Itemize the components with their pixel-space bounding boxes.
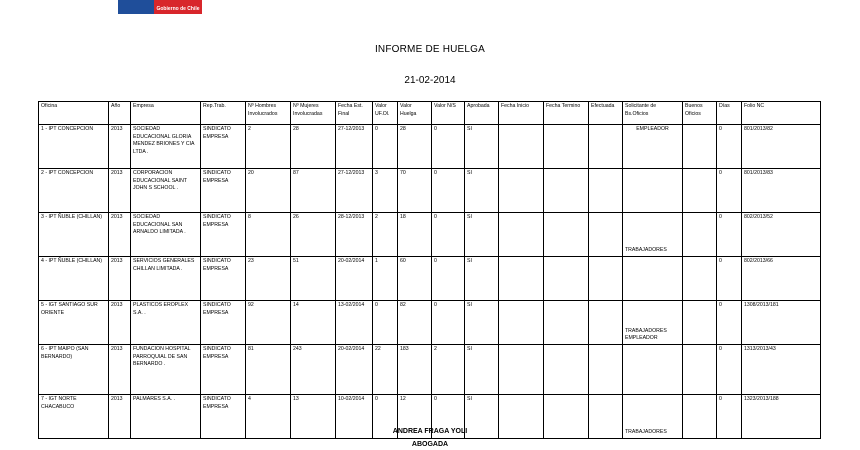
col-header-rep-trab: Rep.Trab. bbox=[201, 102, 246, 125]
logo-red-block bbox=[154, 0, 202, 14]
cell-efectuada bbox=[589, 213, 623, 257]
cell-fecha-final: 10-02/2014 bbox=[336, 395, 373, 439]
cell-fecha-inicio bbox=[499, 257, 544, 301]
cell-valor-ns: 0 bbox=[432, 169, 465, 213]
col-header-solicitante: Solicitante de Bs.Oficios bbox=[623, 102, 683, 125]
cell-fecha-termino bbox=[544, 257, 589, 301]
table-header-row bbox=[39, 102, 821, 125]
cell-valor-uf: 3 bbox=[373, 169, 398, 213]
cell-folio: 802/2013/52 bbox=[742, 213, 821, 257]
table-row bbox=[39, 125, 821, 169]
cell-fecha-inicio bbox=[499, 213, 544, 257]
cell-rep-trab: SINDICATO EMPRESA bbox=[201, 345, 246, 395]
cell-fecha-inicio bbox=[499, 301, 544, 345]
cell-valor-ns: 0 bbox=[432, 213, 465, 257]
cell-anio: 2013 bbox=[109, 301, 131, 345]
cell-aprobada: SI bbox=[465, 301, 499, 345]
col-header-valor-uf: Valor UF.Ol. bbox=[373, 102, 398, 125]
cell-solicitante bbox=[623, 345, 683, 395]
cell-empresa: SOCIEDAD EDUCACIONAL GLORIA MENDEZ BRIONES Y CIA LTDA . bbox=[131, 125, 201, 169]
cell-mujeres: 243 bbox=[291, 345, 336, 395]
cell-hombres: 2 bbox=[246, 125, 291, 169]
cell-anio: 2013 bbox=[109, 345, 131, 395]
cell-anio: 2013 bbox=[109, 395, 131, 439]
cell-fecha-final: 20-02/2014 bbox=[336, 257, 373, 301]
col-header-efectuada: Efectuada bbox=[589, 102, 623, 125]
cell-efectuada bbox=[589, 169, 623, 213]
cell-solicitante bbox=[623, 257, 683, 301]
cell-fecha-final: 27-12/2013 bbox=[336, 169, 373, 213]
cell-dias: 0 bbox=[717, 301, 742, 345]
cell-valor-uf: 2 bbox=[373, 213, 398, 257]
col-header-valor-ns: Valor N/S bbox=[432, 102, 465, 125]
cell-empresa: CORPORACION EDUCACIONAL SAINT JOHN S SCHOOL . bbox=[131, 169, 201, 213]
cell-rep-trab: SINDICATO EMPRESA bbox=[201, 213, 246, 257]
cell-anio: 2013 bbox=[109, 257, 131, 301]
col-header-oficina: Oficina bbox=[39, 102, 109, 125]
cell-rep-trab: SINDICATO EMPRESA bbox=[201, 395, 246, 439]
cell-hombres: 81 bbox=[246, 345, 291, 395]
cell-hombres: 4 bbox=[246, 395, 291, 439]
cell-valor-huelga: 60 bbox=[398, 257, 432, 301]
cell-rep-trab: SINDICATO EMPRESA bbox=[201, 169, 246, 213]
cell-solicitante: TRABAJADORES bbox=[623, 395, 683, 439]
cell-solicitante: TRABAJADORES bbox=[623, 213, 683, 257]
cell-valor-huelga: 12 bbox=[398, 395, 432, 439]
cell-hombres: 92 bbox=[246, 301, 291, 345]
cell-fecha-termino bbox=[544, 345, 589, 395]
cell-dias: 0 bbox=[717, 169, 742, 213]
cell-folio: 801/2013/82 bbox=[742, 125, 821, 169]
cell-folio: 802/2013/66 bbox=[742, 257, 821, 301]
col-header-valor-huelga: Valor Huelga bbox=[398, 102, 432, 125]
cell-folio: 1308/2013/181 bbox=[742, 301, 821, 345]
cell-buenos-oficios bbox=[683, 257, 717, 301]
cell-valor-ns: 0 bbox=[432, 395, 465, 439]
cell-fecha-termino bbox=[544, 213, 589, 257]
cell-mujeres: 51 bbox=[291, 257, 336, 301]
report-date: 21-02-2014 bbox=[404, 75, 456, 86]
cell-solicitante: EMPLEADOR bbox=[623, 125, 683, 169]
cell-valor-huelga: 70 bbox=[398, 169, 432, 213]
cell-empresa: PLASTICOS EROPLEX S.A. . bbox=[131, 301, 201, 345]
cell-fecha-termino bbox=[544, 301, 589, 345]
cell-rep-trab: SINDICATO EMPRESA bbox=[201, 125, 246, 169]
table-row bbox=[39, 213, 821, 257]
cell-fecha-inicio bbox=[499, 125, 544, 169]
cell-valor-huelga: 18 bbox=[398, 213, 432, 257]
cell-oficina: 1 - IPT CONCEPCION bbox=[39, 125, 109, 169]
cell-hombres: 8 bbox=[246, 213, 291, 257]
cell-efectuada bbox=[589, 257, 623, 301]
table-row bbox=[39, 257, 821, 301]
cell-valor-uf: 0 bbox=[373, 301, 398, 345]
cell-folio: 1323/2013/188 bbox=[742, 395, 821, 439]
table-row bbox=[39, 345, 821, 395]
col-header-buenos-oficios: Buenos Oficios bbox=[683, 102, 717, 125]
cell-solicitante: TRABAJADORES EMPLEADOR bbox=[623, 301, 683, 345]
cell-aprobada: SI bbox=[465, 257, 499, 301]
cell-folio: 1313/2013/43 bbox=[742, 345, 821, 395]
cell-buenos-oficios bbox=[683, 125, 717, 169]
cell-folio: 801/2013/83 bbox=[742, 169, 821, 213]
cell-valor-uf: 22 bbox=[373, 345, 398, 395]
cell-buenos-oficios bbox=[683, 301, 717, 345]
cell-anio: 2013 bbox=[109, 125, 131, 169]
cell-mujeres: 13 bbox=[291, 395, 336, 439]
cell-hombres: 23 bbox=[246, 257, 291, 301]
cell-efectuada bbox=[589, 301, 623, 345]
cell-buenos-oficios bbox=[683, 169, 717, 213]
cell-valor-ns: 2 bbox=[432, 345, 465, 395]
col-header-empresa: Empresa bbox=[131, 102, 201, 125]
strike-report-table bbox=[38, 101, 821, 439]
col-header-mujeres: Nº Mujeres Involucradas bbox=[291, 102, 336, 125]
cell-dias: 0 bbox=[717, 345, 742, 395]
report-title: INFORME DE HUELGA bbox=[374, 44, 486, 55]
cell-fecha-inicio bbox=[499, 345, 544, 395]
cell-fecha-final: 13-02/2014 bbox=[336, 301, 373, 345]
cell-mujeres: 28 bbox=[291, 125, 336, 169]
col-header-folio: Folio NC bbox=[742, 102, 821, 125]
cell-valor-huelga: 28 bbox=[398, 125, 432, 169]
signature-role: ABOGADA bbox=[411, 441, 449, 448]
cell-hombres: 20 bbox=[246, 169, 291, 213]
logo-blue-block bbox=[118, 0, 154, 14]
cell-solicitante bbox=[623, 169, 683, 213]
cell-buenos-oficios bbox=[683, 345, 717, 395]
cell-oficina: 7 - IGT NORTE CHACABUCO bbox=[39, 395, 109, 439]
cell-valor-huelga: 82 bbox=[398, 301, 432, 345]
cell-fecha-final: 28-12/2013 bbox=[336, 213, 373, 257]
cell-valor-huelga: 183 bbox=[398, 345, 432, 395]
cell-valor-ns: 0 bbox=[432, 301, 465, 345]
cell-fecha-final: 27-12/2013 bbox=[336, 125, 373, 169]
cell-dias: 0 bbox=[717, 125, 742, 169]
cell-oficina: 6 - IPT MAIPO (SAN BERNARDO) bbox=[39, 345, 109, 395]
cell-valor-uf: 0 bbox=[373, 125, 398, 169]
cell-dias: 0 bbox=[717, 257, 742, 301]
cell-aprobada: SI bbox=[465, 345, 499, 395]
cell-rep-trab: SINDICATO EMPRESA bbox=[201, 257, 246, 301]
signature-name: ANDREA FRAGA YOLI bbox=[392, 428, 468, 435]
cell-fecha-termino bbox=[544, 169, 589, 213]
gobierno-logo bbox=[118, 0, 202, 14]
cell-aprobada: SI bbox=[465, 395, 499, 439]
cell-aprobada: SI bbox=[465, 125, 499, 169]
cell-dias: 0 bbox=[717, 213, 742, 257]
cell-oficina: 4 - IPT ÑUBLE (CHILLAN) bbox=[39, 257, 109, 301]
cell-oficina: 3 - IPT ÑUBLE (CHILLAN) bbox=[39, 213, 109, 257]
cell-fecha-termino bbox=[544, 125, 589, 169]
cell-valor-uf: 0 bbox=[373, 395, 398, 439]
cell-valor-uf: 1 bbox=[373, 257, 398, 301]
cell-empresa: SOCIEDAD EDUCACIONAL SAN ARNALDO LIMITADA . bbox=[131, 213, 201, 257]
col-header-fecha-termino: Fecha Termino bbox=[544, 102, 589, 125]
table-row bbox=[39, 169, 821, 213]
cell-efectuada bbox=[589, 125, 623, 169]
cell-valor-ns: 0 bbox=[432, 125, 465, 169]
cell-valor-ns: 0 bbox=[432, 257, 465, 301]
col-header-fecha-final: Fecha Est. Final bbox=[336, 102, 373, 125]
cell-mujeres: 26 bbox=[291, 213, 336, 257]
table-row bbox=[39, 301, 821, 345]
cell-fecha-inicio bbox=[499, 169, 544, 213]
cell-anio: 2013 bbox=[109, 169, 131, 213]
cell-dias: 0 bbox=[717, 395, 742, 439]
col-header-aprobada: Aprobada bbox=[465, 102, 499, 125]
cell-empresa: FUNDACION HOSPITAL PARROQUIAL DE SAN BERNARDO . bbox=[131, 345, 201, 395]
cell-oficina: 5 - IGT SANTIAGO SUR ORIENTE bbox=[39, 301, 109, 345]
cell-aprobada: SI bbox=[465, 169, 499, 213]
cell-empresa: SERVICIOS GENERALES CHILLAN LIMITADA . bbox=[131, 257, 201, 301]
cell-buenos-oficios bbox=[683, 213, 717, 257]
col-header-hombres: Nº Hombres Involucrados bbox=[246, 102, 291, 125]
cell-rep-trab: SINDICATO EMPRESA bbox=[201, 301, 246, 345]
cell-fecha-final: 20-02/2014 bbox=[336, 345, 373, 395]
logo-text: Gobierno de Chile bbox=[156, 6, 200, 12]
cell-aprobada: SI bbox=[465, 213, 499, 257]
cell-efectuada bbox=[589, 345, 623, 395]
cell-mujeres: 14 bbox=[291, 301, 336, 345]
cell-empresa: PALMARES S.A. . bbox=[131, 395, 201, 439]
col-header-fecha-inicio: Fecha Inicio bbox=[499, 102, 544, 125]
cell-mujeres: 87 bbox=[291, 169, 336, 213]
col-header-anio: Año bbox=[109, 102, 131, 125]
col-header-dias: Días bbox=[717, 102, 742, 125]
cell-anio: 2013 bbox=[109, 213, 131, 257]
cell-oficina: 2 - IPT CONCEPCION bbox=[39, 169, 109, 213]
